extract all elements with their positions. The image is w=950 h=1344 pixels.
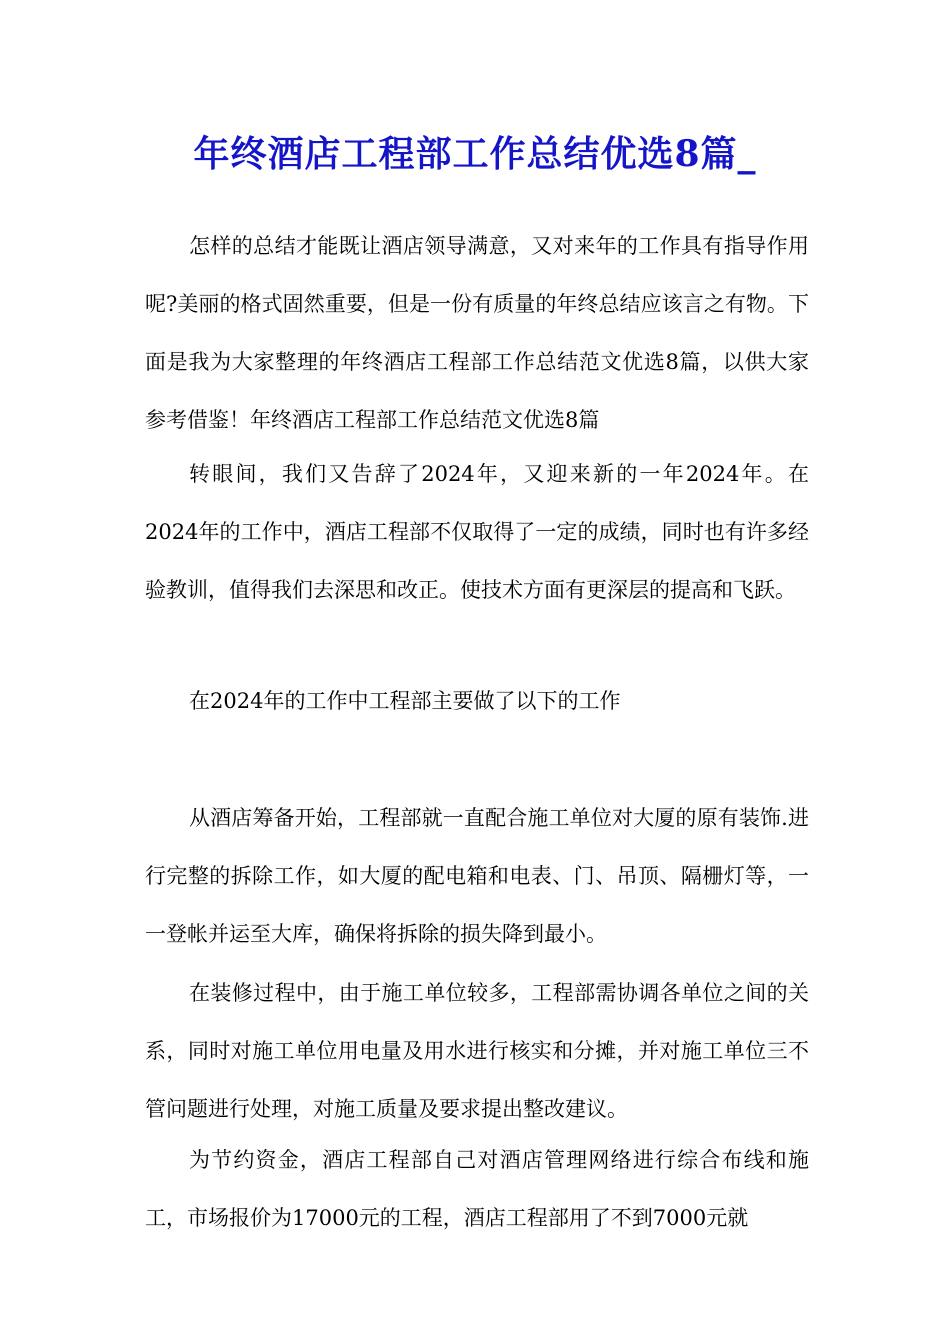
paragraph-intro: 怎样的总结才能既让酒店领导满意，又对来年的工作具有指导作用呢?美丽的格式固然重要，但是一份有质量的年终总结应该言之有物。下面是我为大家整理的年终酒店工程部工作总结范文优选8篇，以供大家参考借鉴！年终酒店工程部工作总结范文优选8篇 [145,234,809,432]
document-title: 年终酒店工程部工作总结优选8篇_ [193,133,757,175]
paragraph-coordination: 在装修过程中，由于施工单位较多，工程部需协调各单位之间的关系，同时对施工单位用电量及用水进行核实和分摊，并对施工单位三不管问题进行处理，对施工质量及要求提出整改建议。 [145,981,809,1121]
paragraph-cabling: 为节约资金，酒店工程部自己对酒店管理网络进行综合布线和施工，市场报价为17000元的工程，酒店工程部用了不到7000元就 [145,1148,809,1230]
paragraph-demolition: 从酒店筹备开始，工程部就一直配合施工单位对大厦的原有装饰.进行完整的拆除工作，如大厦的配电箱和电表、门、吊顶、隔栅灯等，一一登帐并运至大库，确保将拆除的损失降到最小。 [145,806,809,946]
paragraph-review: 转眼间，我们又告辞了2024年，又迎来新的一年2024年。在2024年的工作中，酒店工程部不仅取得了一定的成绩，同时也有许多经验教训，值得我们去深思和改正。使技术方面有更深层的提高和飞跃。 [145,462,809,602]
paragraph-work-heading: 在2024年的工作中工程部主要做了以下的工作 [189,689,621,713]
